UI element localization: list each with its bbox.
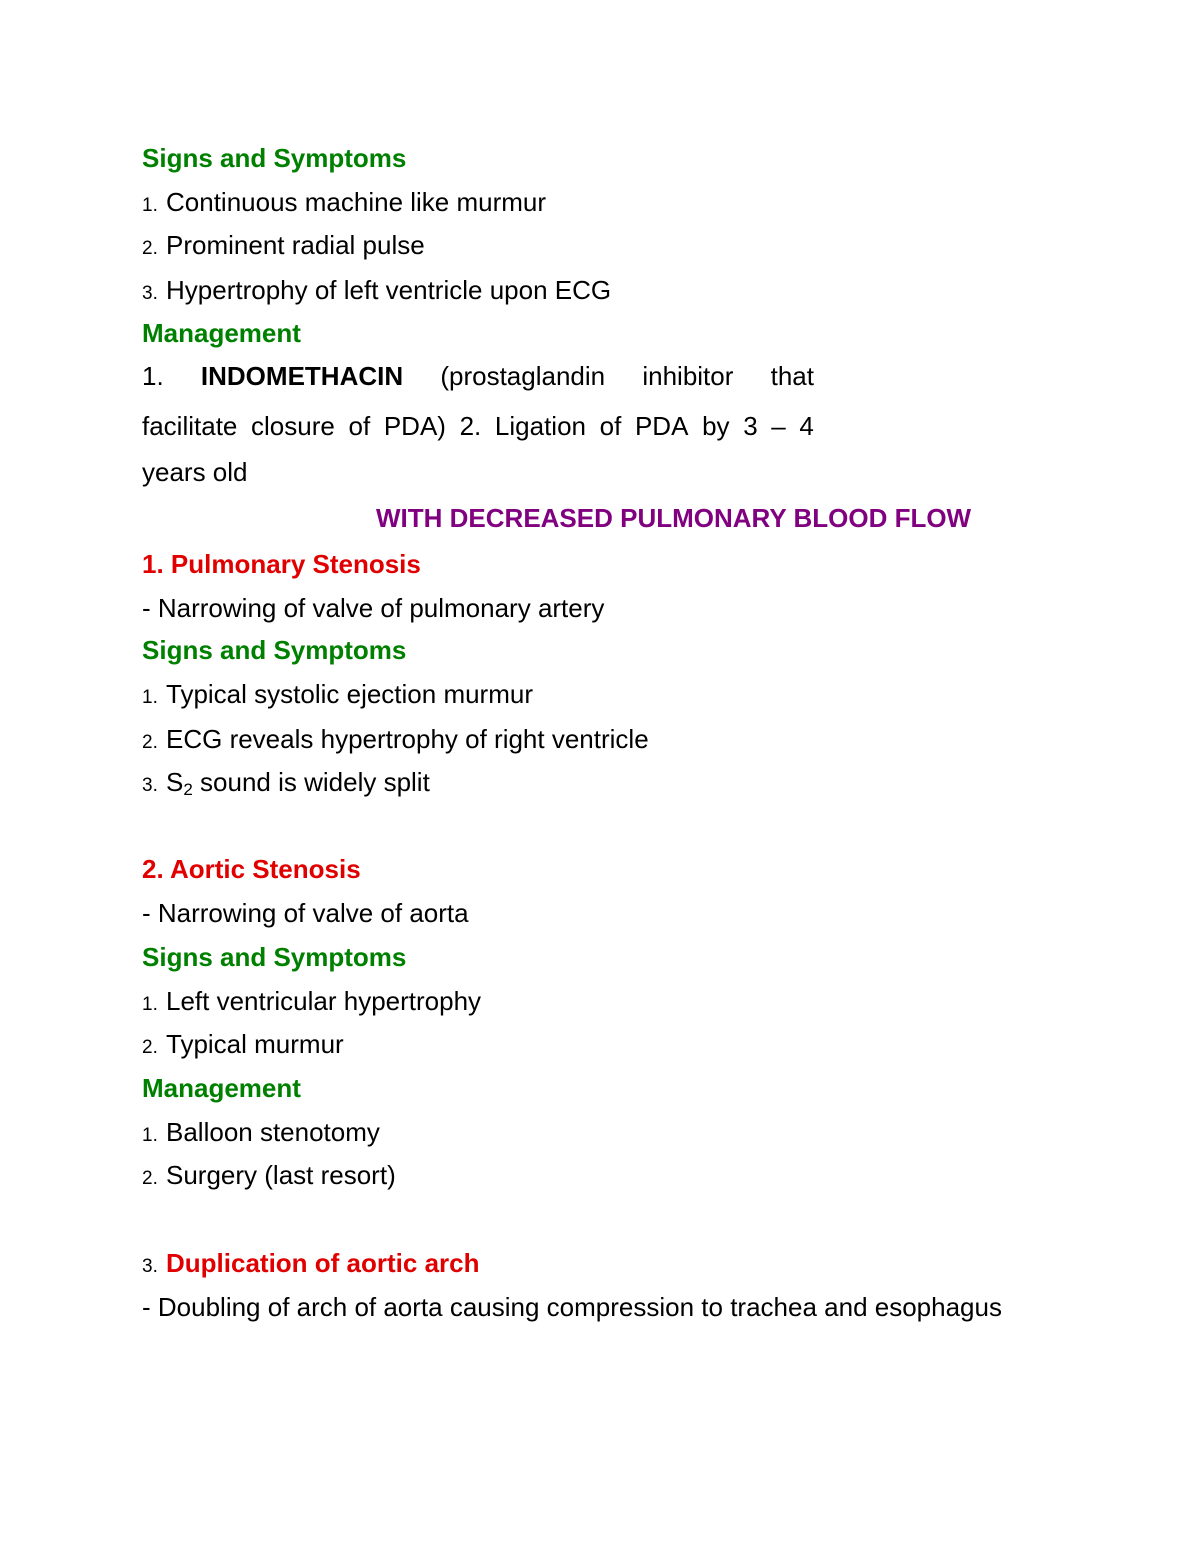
list-item (142, 766, 430, 802)
word: – (771, 411, 786, 441)
list-text: Continuous machine like murmur (166, 187, 547, 217)
signs-heading: Signs and Symptoms (142, 635, 407, 665)
list-number: 2. (142, 1037, 158, 1058)
list-item (142, 274, 611, 310)
list-item (142, 229, 425, 265)
list-number: 1. (142, 687, 158, 708)
condition-title: 2. Aortic Stenosis (142, 854, 361, 884)
list-text: Balloon stenotomy (166, 1117, 380, 1147)
list-item (142, 1028, 344, 1064)
word: inhibitor (642, 361, 734, 391)
management-paragraph-line-3: years old (142, 457, 248, 487)
list-number: 2. (142, 1168, 158, 1189)
list-item (142, 678, 533, 714)
signs-heading: Signs and Symptoms (142, 143, 407, 173)
management-heading: Management (142, 318, 301, 348)
management-paragraph-line-1 (142, 360, 814, 392)
list-text: ECG reveals hypertrophy of right ventricle (166, 724, 649, 754)
list-item (142, 1159, 396, 1195)
word: Ligation (494, 411, 586, 441)
word: by (702, 411, 730, 441)
word: facilitate (142, 411, 238, 441)
word: 3 (743, 411, 758, 441)
list-item (142, 723, 649, 759)
list-number: 2. (142, 238, 158, 259)
word: PDA (634, 411, 689, 441)
list-text: Prominent radial pulse (166, 230, 425, 260)
list-number: 3. (142, 1256, 158, 1277)
list-number: 2. (142, 732, 158, 753)
condition-description: - Narrowing of valve of pulmonary artery (142, 593, 605, 623)
list-number: 3. (142, 775, 158, 796)
list-text: Hypertrophy of left ventricle upon ECG (166, 275, 612, 305)
s2-subscript: 2 (183, 780, 193, 799)
list-item (142, 186, 546, 222)
s2-symbol: S (166, 767, 184, 797)
section-heading: WITH DECREASED PULMONARY BLOOD FLOW (376, 503, 972, 533)
list-text: Surgery (last resort) (166, 1160, 396, 1190)
list-number: 1. (142, 195, 158, 216)
management-heading: Management (142, 1073, 301, 1103)
list-item (142, 985, 481, 1021)
list-number: 1. (142, 1125, 158, 1146)
condition-title-row (142, 1247, 480, 1283)
list-number: 3. (142, 283, 158, 304)
word: (prostaglandin (440, 361, 606, 391)
list-text: sound is widely split (192, 767, 430, 797)
list-text: Typical systolic ejection murmur (166, 679, 533, 709)
list-number: 1. (142, 361, 164, 391)
word: of (599, 411, 622, 441)
word: closure (251, 411, 335, 441)
management-paragraph-line-2 (142, 410, 814, 442)
word: of (348, 411, 371, 441)
condition-title: 1. Pulmonary Stenosis (142, 549, 421, 579)
list-text: Left ventricular hypertrophy (166, 986, 482, 1016)
condition-description: - Doubling of arch of aorta causing compression to trachea and esophagus (142, 1292, 1002, 1322)
drug-name: INDOMETHACIN (200, 361, 404, 391)
list-number: 1. (142, 994, 158, 1015)
word: 2. (459, 411, 482, 441)
list-text: Typical murmur (166, 1029, 344, 1059)
signs-heading: Signs and Symptoms (142, 942, 407, 972)
condition-title: Duplication of aortic arch (166, 1248, 480, 1278)
word: 4 (799, 411, 814, 441)
list-item (142, 1116, 380, 1152)
word: PDA) (383, 411, 446, 441)
condition-description: - Narrowing of valve of aorta (142, 898, 469, 928)
word: that (770, 361, 814, 391)
